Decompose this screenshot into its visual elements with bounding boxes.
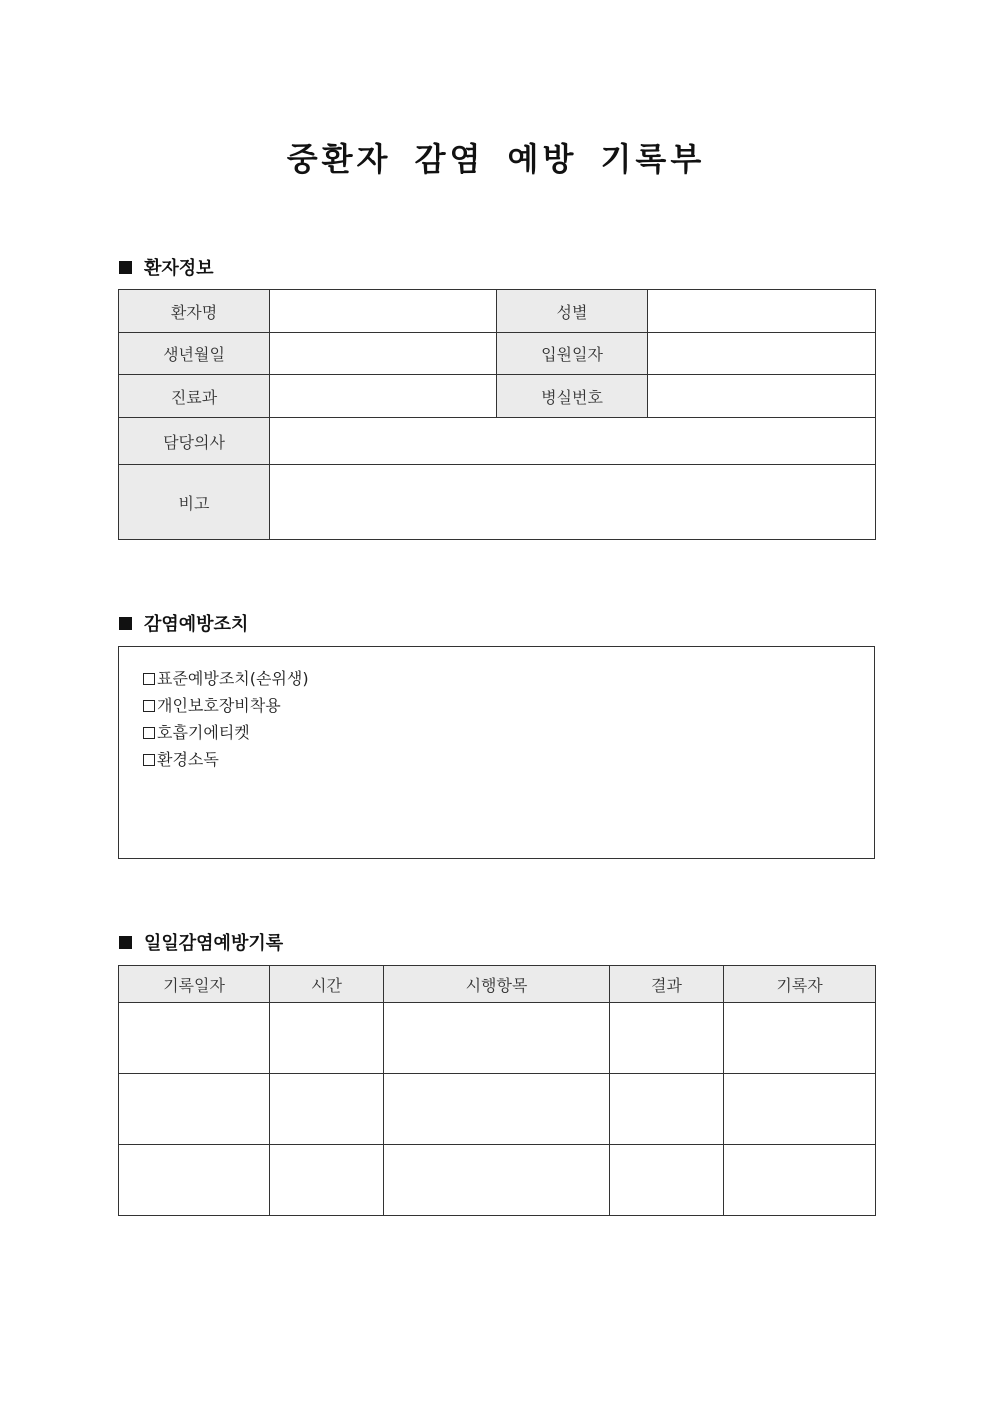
daily-log-heading [119,929,283,955]
checkbox-icon[interactable] [143,754,155,766]
label-remarks: 비고 [119,465,270,540]
column-header-time: 시간 [270,966,384,1003]
prevention-measures-box [118,646,875,859]
square-bullet-icon [119,936,132,949]
patient-info-heading-text: 환자정보 [144,258,214,279]
square-bullet-icon [119,261,132,274]
label-patient-name: 환자명 [119,290,270,333]
measure-label: 표준예방조치(손위생) [157,669,309,688]
cell-record-date[interactable] [119,1074,270,1145]
column-header-record-date: 기록일자 [119,966,270,1003]
patient-info-heading [119,254,214,280]
measure-label: 호흡기에티켓 [157,723,250,742]
cell-recorder[interactable] [724,1003,876,1074]
measure-label: 환경소독 [157,750,219,769]
prevention-measures-list [143,665,309,773]
label-department: 진료과 [119,375,270,418]
label-room-number: 병실번호 [497,375,648,418]
column-header-recorder: 기록자 [724,966,876,1003]
cell-time[interactable] [270,1074,384,1145]
cell-recorder[interactable] [724,1145,876,1216]
checkbox-icon[interactable] [143,673,155,685]
table-row [119,1145,876,1216]
field-room-number[interactable] [648,375,876,418]
daily-log-table [118,965,876,1216]
label-admission-date: 입원일자 [497,333,648,375]
cell-record-date[interactable] [119,1145,270,1216]
column-header-result: 결과 [610,966,724,1003]
field-department[interactable] [270,375,497,418]
cell-recorder[interactable] [724,1074,876,1145]
prevention-measures-heading-text: 감염예방조치 [144,614,249,635]
label-gender: 성별 [497,290,648,333]
cell-time[interactable] [270,1145,384,1216]
measure-item[interactable] [143,665,309,692]
measure-item[interactable] [143,719,309,746]
cell-action-item[interactable] [384,1074,610,1145]
field-doctor[interactable] [270,418,876,465]
field-remarks[interactable] [270,465,876,540]
label-birthdate: 생년월일 [119,333,270,375]
cell-record-date[interactable] [119,1003,270,1074]
prevention-measures-heading [119,610,248,636]
patient-info-table [118,289,876,540]
document-title: 중환자 감염 예방 기록부 [286,140,706,178]
measure-item[interactable] [143,692,309,719]
checkbox-icon[interactable] [143,727,155,739]
field-gender[interactable] [648,290,876,333]
label-doctor: 담당의사 [119,418,270,465]
daily-log-heading-text: 일일감염예방기록 [144,933,284,954]
table-row [119,1003,876,1074]
measure-label: 개인보호장비착용 [157,696,281,715]
field-birthdate[interactable] [270,333,497,375]
field-admission-date[interactable] [648,333,876,375]
cell-time[interactable] [270,1003,384,1074]
cell-result[interactable] [610,1074,724,1145]
column-header-action-item: 시행항목 [384,966,610,1003]
measure-item[interactable] [143,746,309,773]
cell-action-item[interactable] [384,1145,610,1216]
cell-result[interactable] [610,1003,724,1074]
cell-result[interactable] [610,1145,724,1216]
cell-action-item[interactable] [384,1003,610,1074]
table-row [119,1074,876,1145]
checkbox-icon[interactable] [143,700,155,712]
square-bullet-icon [119,617,132,630]
field-patient-name[interactable] [270,290,497,333]
